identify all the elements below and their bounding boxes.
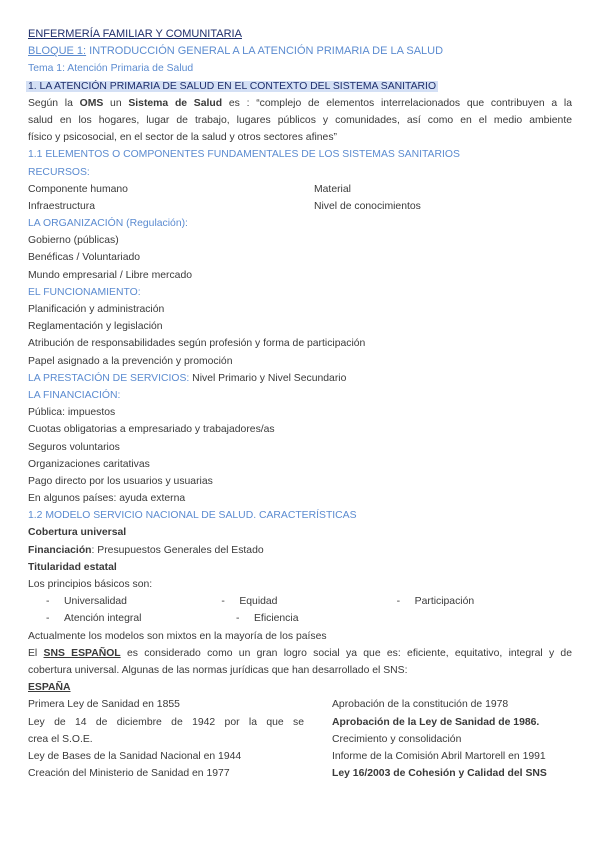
financiacion-label: Financiación	[28, 544, 92, 556]
dash-bullet: -	[46, 596, 50, 608]
financiacion-heading: LA FINANCIACIÓN:	[28, 389, 121, 401]
sns-text: es considerado como un gran logro social ya que es: eficiente, equitativo, integral y de	[120, 647, 572, 659]
topic-heading: Tema 1: Atención Primaria de Salud	[28, 63, 194, 75]
principios-row	[28, 593, 572, 610]
law-item: crea el S.O.E.	[28, 733, 93, 745]
sns-label: SNS ESPAÑOL	[43, 647, 121, 659]
course-title: ENFERMERÍA FAMILIAR Y COMUNITARIA	[28, 28, 242, 40]
sns-line-1	[28, 645, 572, 662]
sns-line-2: cobertura universal. Algunas de las normas jurídicas que han desarrollado el SNS:	[28, 664, 408, 676]
list-item: Pago directo por los usuarios y usuarias	[28, 475, 213, 487]
list-item	[397, 593, 572, 610]
principle-label: Atención integral	[64, 613, 142, 625]
sistema-term: Sistema de Salud	[128, 97, 223, 109]
block-title: INTRODUCCIÓN GENERAL A LA ATENCIÓN PRIMARIA DE LA SALUD	[89, 45, 444, 58]
oms-term: OMS	[79, 97, 104, 109]
funcionamiento-heading: EL FUNCIONAMIENTO:	[28, 286, 141, 298]
espana-heading: ESPAÑA	[28, 682, 71, 694]
list-item: Benéficas / Voluntariado	[28, 252, 141, 264]
dash-bullet: -	[46, 613, 50, 625]
prestacion-line	[28, 370, 572, 387]
mixtos-line: Actualmente los modelos son mixtos en la mayoría de los países	[28, 630, 327, 642]
list-item: Papel asignado a la prevención y promoción	[28, 355, 233, 367]
law-item: Primera Ley de Sanidad en 1855	[28, 699, 180, 711]
prestacion-text: Nivel Primario y Nivel Secundario	[189, 372, 347, 384]
law-item: Creación del Ministerio de Sanidad en 1977	[28, 768, 230, 780]
law-item: Ley de 14 de diciembre de 1942 por la que se	[28, 716, 304, 728]
list-item: Seguros voluntarios	[28, 441, 120, 453]
list-item	[46, 610, 236, 627]
list-item: Componente humano	[28, 183, 128, 195]
document-page	[28, 26, 572, 782]
dash-bullet: -	[396, 596, 401, 608]
principle-label: Equidad	[239, 596, 278, 608]
list-item: Gobierno (públicas)	[28, 235, 119, 247]
subsection-1-2-heading: 1.2 MODELO SERVICIO NACIONAL DE SALUD. CARACTERÍSTICAS	[28, 510, 357, 522]
list-item: Nivel de conocimientos	[314, 200, 421, 212]
list-item: Reglamentación y legislación	[28, 321, 163, 333]
block-heading	[28, 43, 572, 60]
titularidad-label: Titularidad estatal	[28, 561, 117, 573]
dash-bullet: -	[236, 613, 240, 625]
list-item	[221, 593, 396, 610]
prestacion-heading: LA PRESTACIÓN DE SERVICIOS:	[28, 372, 190, 384]
list-item	[236, 610, 426, 627]
section-1-highlight: 1. LA ATENCIÓN PRIMARIA DE SALUD EN EL CONTEXTO DEL SISTEMA SANITARIO	[28, 80, 437, 92]
intro-line-3: físico y psicosocial, en el sector de la salud y otros sectores afines”	[28, 132, 337, 144]
recursos-row	[28, 181, 572, 198]
intro-text: un	[103, 97, 129, 109]
intro-line-1	[28, 95, 572, 112]
law-item: Aprobación de la Ley de Sanidad de 1986.	[332, 716, 540, 728]
law-item: Ley 16/2003 de Cohesión y Calidad del SNS	[332, 768, 547, 780]
law-item: Crecimiento y consolidación	[332, 733, 462, 745]
list-item: En algunos países: ayuda externa	[28, 493, 186, 505]
intro-text: Según la	[28, 97, 80, 109]
list-item: Atribución de responsabilidades según profesión y forma de participación	[28, 338, 366, 350]
principios-intro: Los principios básicos son:	[28, 579, 153, 590]
list-item: Infraestructura	[28, 200, 95, 212]
sns-text: El	[28, 647, 44, 659]
intro-line-2: salud en los hogares, lugar de trabajo, lugares públicos y comunidades, así como en el medio ambiente	[28, 114, 572, 126]
section-1-heading	[28, 78, 572, 95]
list-item: Mundo empresarial / Libre mercado	[28, 269, 193, 281]
list-item: Planificación y administración	[28, 304, 165, 315]
law-item: Informe de la Comisión Abril Martorell en 1991	[332, 750, 546, 762]
principle-label: Participación	[414, 596, 475, 608]
laws-grid	[28, 696, 572, 782]
list-item: Material	[314, 183, 351, 195]
subsection-1-1-heading: 1.1 ELEMENTOS O COMPONENTES FUNDAMENTALES DE LOS SISTEMAS SANITARIOS	[28, 149, 460, 161]
financiacion-text: : Presupuestos Generales del Estado	[91, 544, 264, 556]
principle-label: Eficiencia	[254, 613, 299, 625]
dash-bullet: -	[221, 596, 225, 608]
principle-label: Universalidad	[64, 596, 127, 608]
block-label: BLOQUE 1:	[28, 45, 87, 58]
financiacion-line	[28, 542, 572, 559]
laws-left-column	[28, 696, 304, 782]
recursos-heading: RECURSOS:	[28, 166, 90, 178]
cobertura-label: Cobertura universal	[28, 527, 127, 539]
list-item: Pública: impuestos	[28, 407, 116, 419]
organizacion-heading: LA ORGANIZACIÓN (Regulación):	[28, 218, 188, 230]
list-item: Cuotas obligatorias a empresariado y trabajadores/as	[28, 424, 275, 436]
law-item: Ley de Bases de la Sanidad Nacional en 1944	[28, 750, 242, 762]
law-item: Aprobación de la constitución de 1978	[332, 699, 509, 711]
laws-right-column	[332, 696, 572, 782]
list-item: Organizaciones caritativas	[28, 458, 150, 470]
principios-row	[28, 610, 572, 627]
intro-text: es : “complejo de elementos interrelacionados que contribuyen a la	[222, 97, 572, 109]
list-item	[46, 593, 221, 610]
recursos-row	[28, 198, 572, 215]
